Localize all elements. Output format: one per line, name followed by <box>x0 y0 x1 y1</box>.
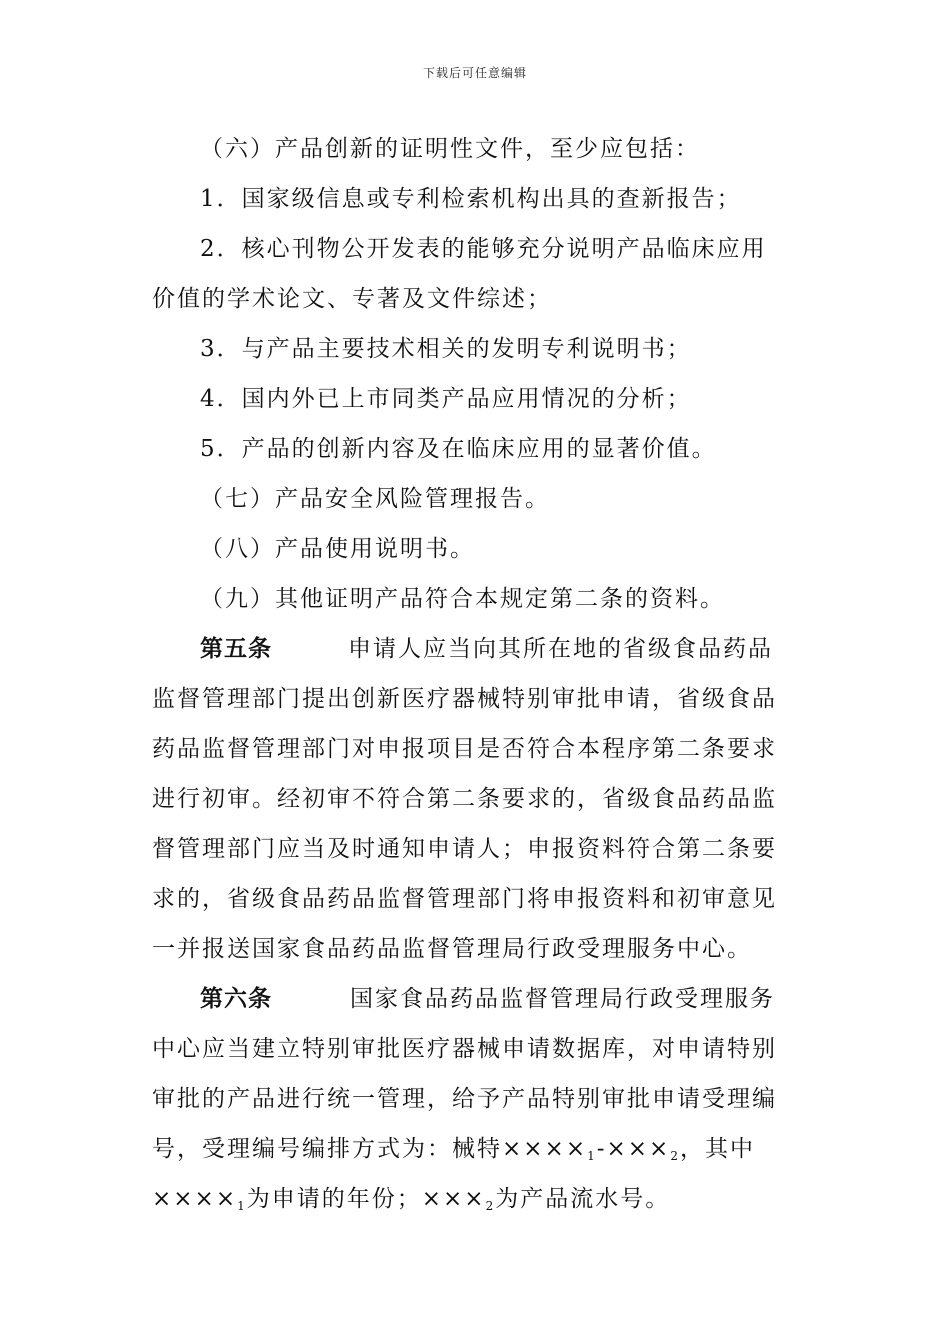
article-6-line-5 <box>152 1174 800 1224</box>
article-5-line-5: 督管理部门应当及时通知申请人；申报资料符合第二条要 <box>152 836 777 862</box>
article-6-line-5-part-c: 为产品流水号。 <box>495 1186 671 1212</box>
article-6-line-4 <box>152 1124 800 1174</box>
section-6-item-5: 5．产品的创新内容及在临床应用的显著价值。 <box>200 436 717 462</box>
article-6-line-3: 审批的产品进行统一管理，给予产品特别审批申请受理编 <box>152 1086 777 1112</box>
section-7-heading: （七）产品安全风险管理报告。 <box>200 486 550 512</box>
article-5-first-line <box>152 624 800 674</box>
section-6-item-2-line-2: 价值的学术论文、专著及文件综述； <box>152 286 552 312</box>
article-5-line-3: 药品监督管理部门对申报项目是否符合本程序第二条要求 <box>152 736 777 762</box>
article-6-label: 第六条 <box>200 985 272 1012</box>
section-6-item-2-line-1: 2．核心刊物公开发表的能够充分说明产品临床应用 <box>200 236 767 262</box>
article-5-line-7: 一并报送国家食品药品监督管理局行政受理服务中心。 <box>152 936 752 962</box>
article-6-line-4-part-c: ，其中 <box>679 1136 755 1162</box>
article-6-line-5-subscript-2: 2 <box>485 1199 496 1213</box>
page-header-note: 下载后可任意编辑 <box>422 66 527 80</box>
article-6-line-5-part-a: ×××× <box>152 1186 238 1212</box>
section-6-item-1: 1．国家级信息或专利检索机构出具的查新报告； <box>200 186 742 212</box>
article-6-line-1: 国家食品药品监督管理局行政受理服务 <box>350 986 775 1012</box>
section-8-heading: （八）产品使用说明书。 <box>200 536 475 562</box>
article-5-label: 第五条 <box>200 635 272 662</box>
document-body <box>152 124 800 1224</box>
section-9-heading: （九）其他证明产品符合本规定第二条的资料。 <box>200 586 725 612</box>
article-6-line-4-part-b: -××× <box>596 1136 671 1162</box>
article-5-line-4: 进行初审。经初审不符合第二条要求的，省级食品药品监 <box>152 786 777 812</box>
article-6-line-4-subscript-1: 1 <box>587 1149 597 1163</box>
article-6-line-5-subscript-1: 1 <box>237 1199 247 1213</box>
article-6-first-line <box>152 974 800 1024</box>
article-5-line-1: 申请人应当向其所在地的省级食品药品 <box>348 636 773 662</box>
article-6-line-4-subscript-2: 2 <box>670 1149 680 1163</box>
article-6-line-4-part-a: 号，受理编号编排方式为：械特×××× <box>152 1136 588 1162</box>
section-6-heading: （六）产品创新的证明性文件，至少应包括： <box>200 136 700 162</box>
article-5-line-2: 监督管理部门提出创新医疗器械特别审批申请，省级食品 <box>152 686 777 712</box>
section-6-item-4: 4．国内外已上市同类产品应用情况的分析； <box>200 386 692 412</box>
article-6-line-2: 中心应当建立特别审批医疗器械申请数据库，对申请特别 <box>152 1036 777 1062</box>
article-5-line-6: 求的，省级食品药品监督管理部门将申报资料和初审意见 <box>152 886 777 912</box>
section-6-item-3: 3．与产品主要技术相关的发明专利说明书； <box>200 336 692 362</box>
article-6-line-5-part-b: 为申请的年份；××× <box>246 1186 486 1212</box>
